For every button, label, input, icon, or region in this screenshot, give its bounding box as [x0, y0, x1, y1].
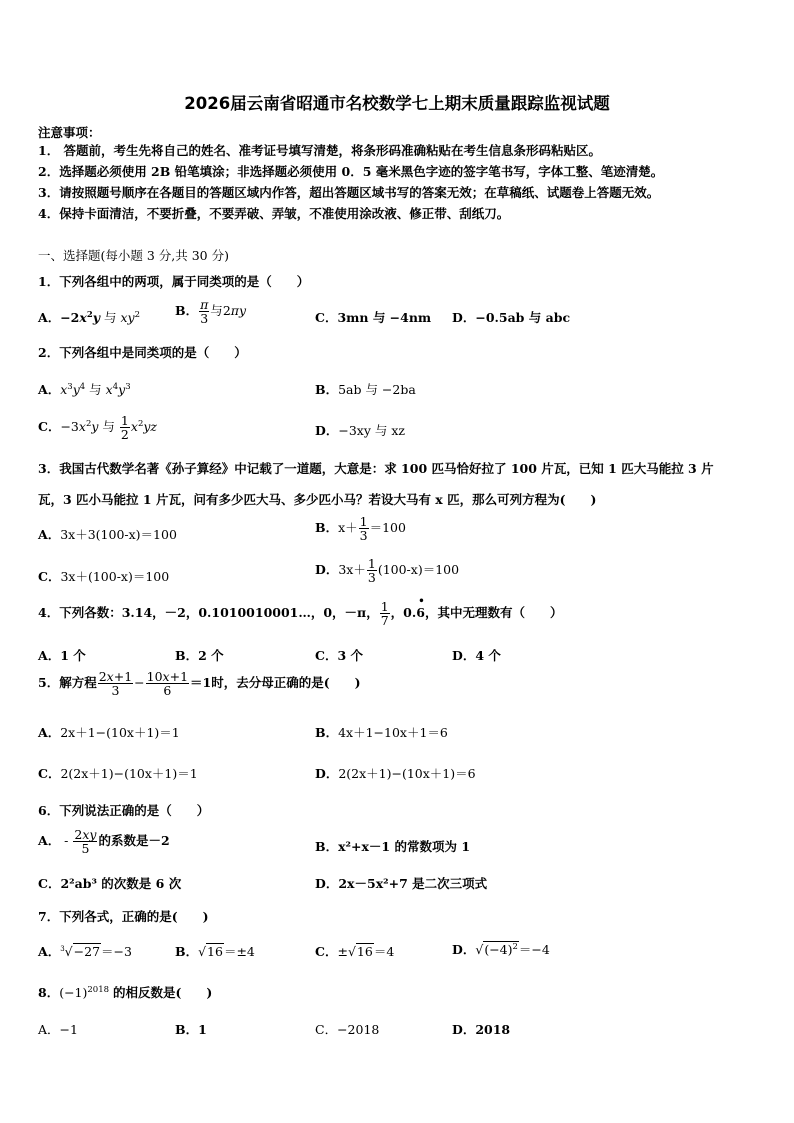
q8-stem: 8．$(-1)^{2018}$ 的相反数是( )	[38, 984, 213, 1000]
q8-option-a: A．−1	[38, 1022, 78, 1037]
q6-option-d: D．2x－5x²+7 是二次三项式	[315, 876, 488, 891]
notice-heading: 注意事项：	[38, 125, 101, 140]
q4-option-d: D．4 个	[452, 648, 501, 663]
q3-stem-line2: 瓦，3 匹小马能拉 1 片瓦，问有多少匹大马、多少匹小马？若设大马有 x 匹，那么可列方程为( )	[38, 492, 597, 507]
q5-option-a: A．2x＋1−(10x＋1)＝1	[38, 725, 180, 740]
page-title: 2026届云南省昭通市名校数学七上期末质量跟踪监视试题	[184, 94, 610, 113]
q1-option-d: D．−0.5ab 与 abc	[452, 310, 571, 325]
q4-option-a: A．1 个	[38, 648, 86, 663]
q6-option-b: B．x²+x－1 的常数项为 1	[315, 839, 471, 854]
q6-option-c: C．2²ab³ 的次数是 6 次	[38, 876, 182, 891]
q7-option-b: B．√16＝±4	[175, 944, 255, 959]
notice-item-2: 2．选择题必须使用 2B 铅笔填涂；非选择题必须使用 0．5 毫米黑色字迹的签字笔书写，字体工整、笔迹清楚。	[38, 164, 664, 179]
q2-option-c: C．$-3x^2y$ 与 $\frac{1}{2}$ $x^2yz$	[38, 413, 158, 443]
q8-option-b: B．1	[175, 1022, 207, 1037]
q7-stem: 7．下列各式，正确的是( )	[38, 909, 209, 924]
q4-option-c: C．3 个	[315, 648, 363, 663]
q4-stem: 4．下列各数：3.14，－2，0.1010010001…，0，－π， $\frac{1}{7}$ ，0.6 • ，其中无理数有（ ）	[38, 596, 563, 629]
q6-stem: 6．下列说法正确的是（ ）	[38, 803, 210, 818]
q7-option-d: D．$√(-4)^2=-4$	[452, 941, 550, 957]
q3-stem-line1: 3．我国古代数学名著《孙子算经》中记载了一道题，大意是：求 100 匹马恰好拉了 100 片瓦，已知 1 匹大马能拉 3 片	[38, 461, 714, 476]
notice-item-4: 4．保持卡面清洁，不要折叠，不要弄破、弄皱，不准使用涂改液、修正带、刮纸刀。	[38, 206, 510, 221]
q1-option-c: C．3mn 与 −4nm	[315, 310, 432, 325]
q3-option-a: A．3x＋3(100-x)＝100	[38, 527, 177, 542]
q7-option-a: A．$^3$√−27＝−3	[38, 944, 132, 959]
q5-stem: 5．解方程 $\frac{2x+1}{3}$ − $\frac{10x+1}{6}$ ＝1时，去分母正确的是( )	[38, 669, 361, 699]
q3-option-b: B．x＋ $\frac{1}{3}$ ＝100	[315, 514, 406, 544]
section-heading: 一、选择题(每小题 3 分,共 30 分)	[38, 248, 229, 263]
q2-option-a: A．$x^3y^4$ 与 $x^4y^3$	[38, 381, 131, 397]
q5-option-c: C．2(2x＋1)−(10x＋1)＝1	[38, 766, 198, 781]
q8-option-c: C．−2018	[315, 1022, 380, 1037]
q8-option-d: D．2018	[452, 1022, 511, 1037]
notice-item-3: 3．请按照题号顺序在各题目的答题区域内作答，超出答题区域书写的答案无效；在草稿纸、试题卷上答题无效。	[38, 185, 660, 200]
q5-option-d: D．2(2x＋1)−(10x＋1)＝6	[315, 766, 476, 781]
q1-stem: 1．下列各组中的两项，属于同类项的是（ ）	[38, 274, 310, 289]
q6-option-a: A． - $\frac{2xy}{5}$ 的系数是－2	[38, 827, 170, 857]
notice-item-1: 1． 答题前，考生先将自己的姓名、准考证号填写清楚，将条形码准确粘贴在考生信息条形码粘贴区。	[38, 143, 602, 158]
q3-option-d: D．3x＋ $\frac{1}{3}$ (100-x)＝100	[315, 556, 460, 586]
q2-option-d: D．−3xy 与 xz	[315, 423, 405, 438]
q3-option-c: C．3x＋(100-x)＝100	[38, 569, 170, 584]
q1-option-a: A．$-2x^2y$ 与 $xy^2$	[38, 309, 141, 325]
q4-option-b: B．2 个	[175, 648, 224, 663]
q1-option-b: B． $\frac{\pi}{3}$ 与2πy	[175, 297, 247, 327]
q7-option-c: C．±√16＝4	[315, 944, 395, 959]
q5-option-b: B．4x＋1−10x＋1＝6	[315, 725, 448, 740]
q2-stem: 2．下列各组中是同类项的是（ ）	[38, 345, 247, 360]
q2-option-b: B．5ab 与 −2ba	[315, 382, 416, 397]
